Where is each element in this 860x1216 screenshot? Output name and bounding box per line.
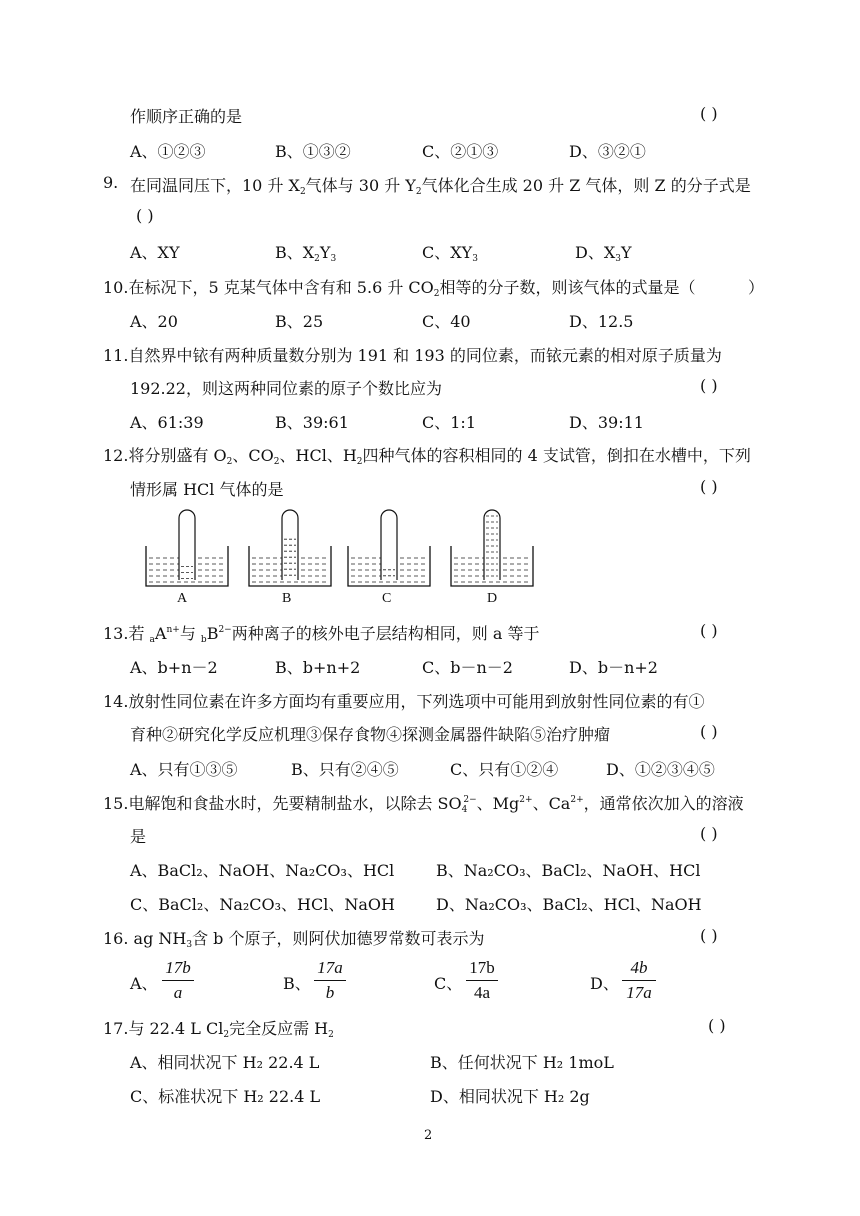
q17-option-d: D、相同状况下 H₂ 2g xyxy=(430,1087,590,1106)
trough-c xyxy=(348,510,430,586)
q14-option-c: C、只有①②④ xyxy=(450,760,559,779)
q14-stem-line2: 育种②研究化学反应机理③保存食物④探测金属器件缺陷⑤治疗肿瘤 xyxy=(130,725,611,744)
q16-option-b-fraction: 17a b xyxy=(314,958,346,1003)
tube-label-a: A xyxy=(177,591,188,606)
q13-answer-paren: ( ) xyxy=(700,621,718,640)
q14-option-a: A、只有①③⑤ xyxy=(130,760,238,779)
q10-stem: 10.在标况下，5 克某气体中含有和 5.6 升 $CO_2$相等的分子数，则该气体的式量是（ xyxy=(103,278,696,299)
q8-continuation: 作顺序正确的是 xyxy=(130,107,243,126)
q12-stem-line1: 12.将分别盛有 $O_2$、$CO_2$、HCl、$H_2$四种气体的容积相同的 4 支试管，倒扣在水槽中，下列 xyxy=(103,446,751,467)
q16-option-d-label: D、 xyxy=(590,974,619,993)
q14-option-b: B、只有②④⑤ xyxy=(291,760,399,779)
q9-answer-paren: ( ) xyxy=(136,206,154,225)
q11-option-a: A、61:39 xyxy=(130,413,204,432)
q8-option-c: C、②①③ xyxy=(422,142,499,161)
q15-option-d: D、Na₂CO₃、BaCl₂、HCl、NaOH xyxy=(436,895,702,914)
q17-option-c: C、标准状况下 H₂ 22.4 L xyxy=(130,1087,321,1106)
q10-option-b: B、25 xyxy=(275,312,324,331)
tube-label-b: B xyxy=(282,591,292,606)
q16-answer-paren: ( ) xyxy=(700,926,718,945)
q15-answer-paren: ( ) xyxy=(700,824,718,843)
q15-stem-line1: 15.电解饱和食盐水时，先要精制盐水，以除去 $SO_4^{2-}$、$Mg^{2+}$、$Ca^{2+}$，通常依次加入的溶液 xyxy=(103,794,744,815)
q12-answer-paren: ( ) xyxy=(700,477,718,496)
q9-option-b: B、$X_2Y_3$ xyxy=(275,243,337,264)
q17-stem: 17.与 22.4 L $Cl_2$完全反应需 $H_2$ xyxy=(103,1019,334,1040)
tube-label-d: D xyxy=(487,591,498,606)
q14-stem-line1: 14.放射性同位素在许多方面均有重要应用，下列选项中可能用到放射性同位素的有① xyxy=(103,692,705,711)
q9-stem: 在同温同压下，10 升 $X_2$气体与 30 升 $Y_2$气体化合生成 20 升 Z 气体，则 Z 的分子式是 xyxy=(130,176,751,197)
q16-option-b-label: B、 xyxy=(283,974,311,993)
q13-option-a: A、b+n－2 xyxy=(130,658,218,677)
q17-option-b: B、任何状况下 H₂ 1moL xyxy=(430,1053,614,1072)
q8-option-a: A、①②③ xyxy=(130,142,206,161)
q14-option-d: D、①②③④⑤ xyxy=(606,760,715,779)
q15-option-b: B、Na₂CO₃、BaCl₂、NaOH、HCl xyxy=(436,861,701,880)
q17-option-a: A、相同状况下 H₂ 22.4 L xyxy=(130,1053,320,1072)
q9-option-a: A、XY xyxy=(130,243,180,262)
q10-option-a: A、20 xyxy=(130,312,178,331)
q10-option-c: C、40 xyxy=(422,312,471,331)
q15-stem-line2: 是 xyxy=(130,827,147,846)
q11-answer-paren: ( ) xyxy=(700,376,718,395)
q16-stem: 16. ag $NH_3$含 b 个原子，则阿伏加德罗常数可表示为 xyxy=(103,929,485,950)
q12-test-tube-figure xyxy=(140,506,540,608)
q13-option-b: B、b+n+2 xyxy=(275,658,361,677)
q16-option-c-label: C、 xyxy=(434,974,463,993)
q11-option-d: D、39:11 xyxy=(569,413,644,432)
q11-stem-line2: 192.22，则这两种同位素的原子个数比应为 xyxy=(130,379,442,398)
q13-option-d: D、b－n+2 xyxy=(569,658,658,677)
q10-paren-close: ） xyxy=(748,278,765,297)
q11-option-b: B、39:61 xyxy=(275,413,349,432)
q15-option-c: C、BaCl₂、Na₂CO₃、HCl、NaOH xyxy=(130,895,395,914)
trough-b xyxy=(249,510,331,586)
q8-option-b: B、①③② xyxy=(275,142,351,161)
q13-option-c: C、b－n－2 xyxy=(422,658,513,677)
q14-answer-paren: ( ) xyxy=(700,722,718,741)
q11-stem-line1: 11.自然界中铱有两种质量数分别为 191 和 193 的同位素，而铱元素的相对原子质量为 xyxy=(103,346,722,365)
q9-option-c: C、$XY_3$ xyxy=(422,243,478,264)
q13-stem: 13.若 $_aA^{n+}$与 $_bB^{2-}$两种离子的核外电子层结构相同，则 a 等于 xyxy=(103,624,540,645)
q16-option-a-label: A、 xyxy=(130,974,158,993)
q8-option-d: D、③②① xyxy=(569,142,646,161)
trough-d xyxy=(451,510,533,586)
q11-option-c: C、1:1 xyxy=(422,413,476,432)
q12-stem-line2: 情形属 HCl 气体的是 xyxy=(130,480,284,499)
q16-option-d-fraction: 4b 17a xyxy=(622,958,656,1003)
q16-option-c-fraction: 17b 4a xyxy=(466,958,498,1003)
tube-label-c: C xyxy=(382,591,392,606)
q10-option-d: D、12.5 xyxy=(569,312,634,331)
q16-option-a-fraction: 17b a xyxy=(162,958,194,1003)
q8-answer-paren: ( ) xyxy=(700,104,718,123)
page-number: 2 xyxy=(424,1128,433,1143)
q17-answer-paren: ( ) xyxy=(708,1016,726,1035)
trough-a xyxy=(146,510,228,586)
q9-number: 9. xyxy=(103,173,119,192)
q15-option-a: A、BaCl₂、NaOH、Na₂CO₃、HCl xyxy=(130,861,395,880)
q9-option-d: D、$X_3Y$ xyxy=(575,243,632,264)
